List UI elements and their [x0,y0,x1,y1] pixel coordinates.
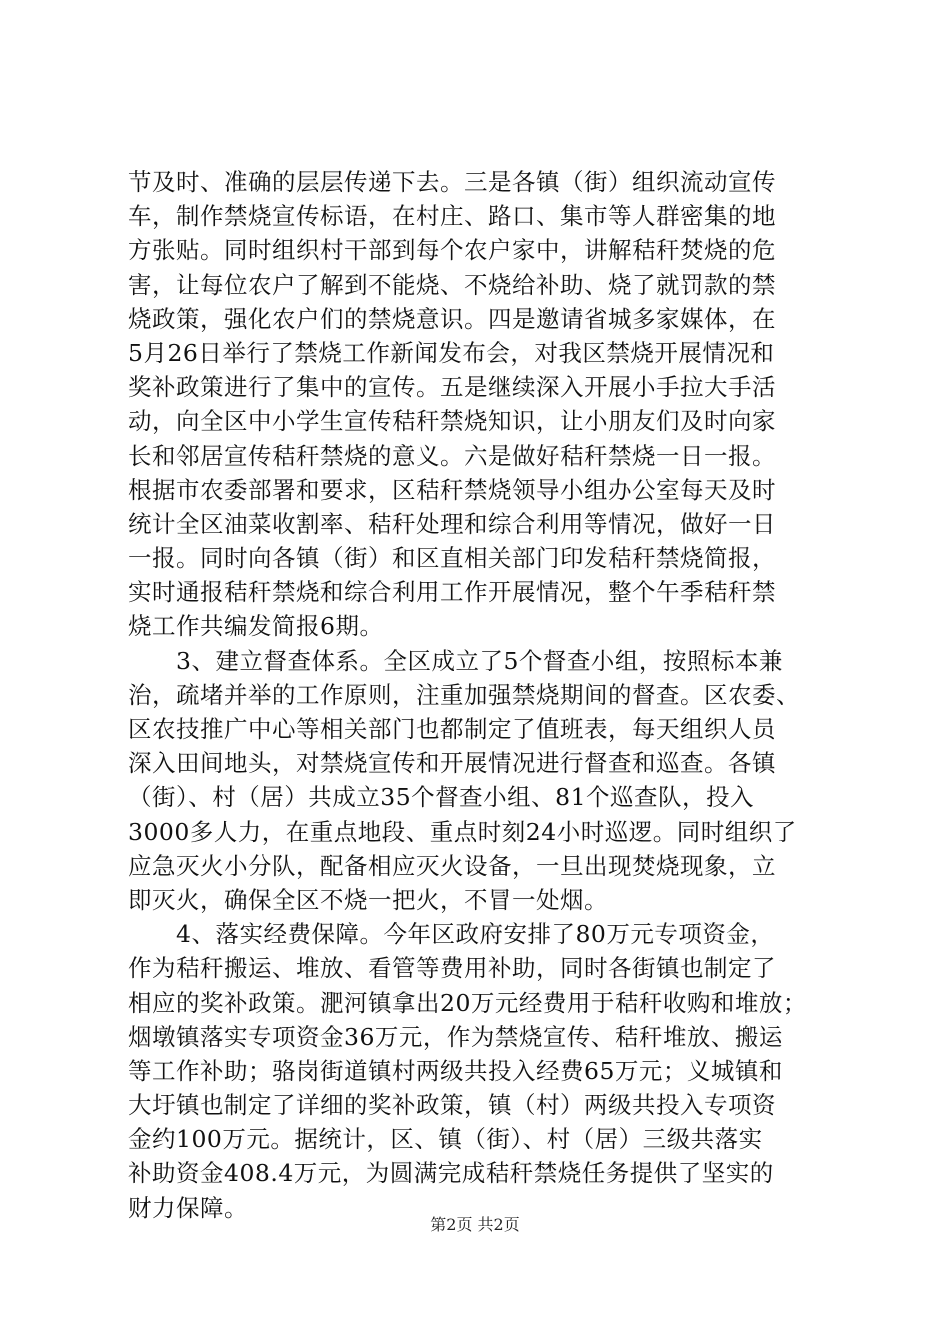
text-line: 应急灭火小分队，配备相应灭火设备，一旦出现焚烧现象，立 [128,851,776,880]
text-line: 一报。同时向各镇（街）和区直相关部门印发秸秆禁烧简报， [128,544,776,573]
text-line: 烧政策，强化农户们的禁烧意识。四是邀请省城多家媒体，在 [128,304,776,333]
text-line: 节及时、准确的层层传递下去。三是各镇（街）组织流动宣传 [128,168,776,196]
text-line: 相应的奖补政策。淝河镇拿出20万元经费用于秸秆收购和堆放； [128,988,807,1017]
text-line: 烟墩镇落实专项资金36万元，作为禁烧宣传、秸秆堆放、搬运 [128,1022,783,1051]
text-line: 即灭火，确保全区不烧一把火，不冒一处烟。 [128,885,608,914]
text-line: 实时通报秸秆禁烧和综合利用工作开展情况，整个午季秸秆禁 [128,578,776,607]
text-line: 金约100万元。据统计，区、镇（街）、村（居）三级共落实 [128,1125,763,1154]
text-line: 动，向全区中小学生宣传秸秆禁烧知识，让小朋友们及时向家 [128,407,776,436]
text-line: 作为秸秆搬运、堆放、看管等费用补助，同时各街镇也制定了 [128,954,776,983]
text-line: 烧工作共编发简报6期。 [128,612,384,641]
text-line: 财力保障。 [128,1193,248,1222]
page-number-footer: 第2页 共2页 [430,1215,520,1234]
text-line: 等工作补助；骆岗街道镇村两级共投入经费65万元；义城镇和 [128,1056,783,1085]
text-line: 深入田间地头，对禁烧宣传和开展情况进行督查和巡查。各镇 [128,749,776,778]
text-line: 大圩镇也制定了详细的奖补政策，镇（村）两级共投入专项资 [128,1091,776,1120]
text-line: 方张贴。同时组织村干部到每个农户家中，讲解秸秆焚烧的危 [128,236,776,265]
text-line: 治，疏堵并举的工作原则，注重加强禁烧期间的督查。区农委、 [128,680,800,709]
text-line: 统计全区油菜收割率、秸秆处理和综合利用等情况，做好一日 [128,509,776,538]
text-line: 根据市农委部署和要求，区秸秆禁烧领导小组办公室每天及时 [128,475,776,504]
text-line: 5月26日举行了禁烧工作新闻发布会，对我区禁烧开展情况和 [128,338,775,367]
text-line: 4、落实经费保障。今年区政府安排了80万元专项资金， [128,920,775,949]
text-line: 补助资金408.4万元，为圆满完成秸秆禁烧任务提供了坚实的 [128,1159,774,1188]
text-line: 3000多人力，在重点地段、重点时刻24小时巡逻。同时组织了 [128,817,797,846]
text-line: 奖补政策进行了集中的宣传。五是继续深入开展小手拉大手活 [128,373,776,402]
text-line: （街）、村（居）共成立35个督查小组、81个巡查队，投入 [128,783,755,812]
body-text [128,165,828,1225]
text-line: 3、建立督查体系。全区成立了5个督查小组，按照标本兼 [128,646,783,675]
text-line: 长和邻居宣传秸秆禁烧的意义。六是做好秸秆禁烧一日一报。 [128,441,776,470]
text-line: 车，制作禁烧宣传标语，在村庄、路口、集市等人群密集的地 [128,202,776,231]
text-line: 区农技推广中心等相关部门也都制定了值班表，每天组织人员 [128,715,776,743]
text-line: 害，让每位农户了解到不能烧、不烧给补助、烧了就罚款的禁 [128,270,776,299]
